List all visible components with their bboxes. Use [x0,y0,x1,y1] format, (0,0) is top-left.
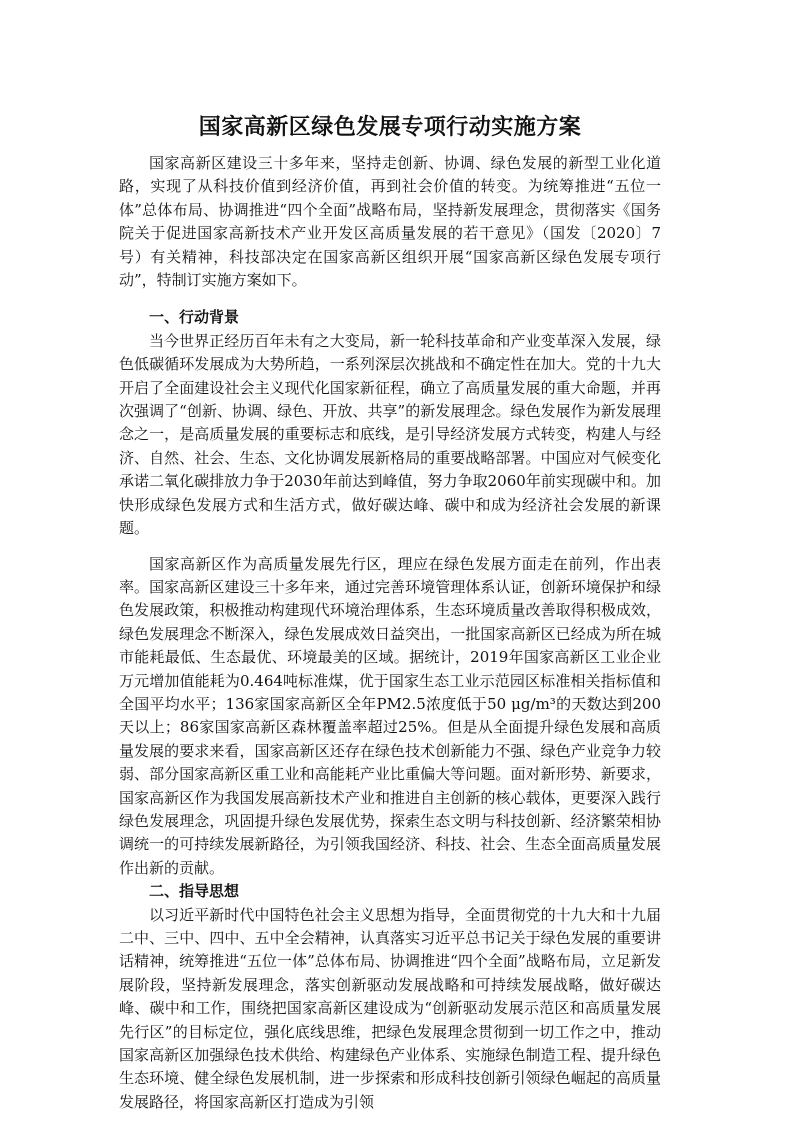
intro-paragraph: 国家高新区建设三十多年来，坚持走创新、协调、绿色发展的新型工业化道路，实现了从科技价值到经济价值，再到社会价值的转变。为统筹推进“五位一体”总体布局、协调推进“四个全面”战略布局，坚持新发展理念，贯彻落实《国务院关于促进国家高新技术产业开发区高质量发展的若干意见》（国发〔2020〕7号）有关精神，科技部决定在国家高新区组织开展“国家高新区绿色发展专项行动”，特制订实施方案如下。 [119,154,661,290]
section-heading-background: 一、行动背景 [149,308,240,327]
background-paragraph-2: 国家高新区作为高质量发展先行区，理应在绿色发展方面走在前列，作出表率。国家高新区建设三十多年来，通过完善环境管理体系认证，创新环境保护和绿色发展政策，积极推动构建现代环境治理体系，生态环境质量改善取得积极成效，绿色发展理念不断深入，绿色发展成效日益突出，一批国家高新区已经成为所在城市能耗最低、生态最优、环境最美的区域。据统计，2019年国家高新区工业企业万元增加值能耗为0.464吨标准煤，优于国家生态工业示范园区标准相关指标值和全国平均水平；136家国家高新区全年PM2.5浓度低于50 μg/m³的天数达到200天以上；86家国家高新区森林覆盖率超过25%。但是从全面提升绿色发展和高质量发展的要求来看，国家高新区还存在绿色技术创新能力不强、绿色产业竞争力较弱、部分国家高新区重工业和高能耗产业比重偏大等问题。面对新形势、新要求，国家高新区作为我国发展高新技术产业和推进自主创新的核心载体，更要深入践行绿色发展理念，巩固提升绿色发展优势，探索生态文明与科技创新、经济繁荣相协调统一的可持续发展新路径，为引领我国经济、科技、社会、生态全面高质量发展作出新的贡献。 [119,554,661,877]
section-heading-guiding-ideology: 二、指导思想 [149,882,240,901]
document-body [119,112,661,1114]
background-paragraph-1: 当今世界正经历百年未有之大变局，新一轮科技革命和产业变革深入发展，绿色低碳循环发展成为大势所趋，一系列深层次挑战和不确定性在加大。党的十九大开启了全面建设社会主义现代化国家新征程，确立了高质量发展的重大命题，并再次强调了“创新、协调、绿色、开放、共享”的新发展理念。绿色发展作为新发展理念之一，是高质量发展的重要标志和底线，是引导经济发展方式转变，构建人与经济、自然、社会、生态、文化协调发展新格局的重要战略部署。中国应对气候变化承诺二氧化碳排放力争于2030年前达到峰值，努力争取2060年前实现碳中和。加快形成绿色发展方式和生活方式，做好碳达峰、碳中和成为经济社会发展的新课题。 [119,331,661,538]
guiding-ideology-paragraph: 以习近平新时代中国特色社会主义思想为指导，全面贯彻党的十九大和十九届二中、三中、四中、五中全会精神，认真落实习近平总书记关于绿色发展的重要讲话精神，统筹推进“五位一体”总体布局、协调推进“四个全面”战略布局，立足新发展阶段，坚持新发展理念，落实创新驱动发展战略和可持续发展战略，做好碳达峰、碳中和工作，围绕把国家高新区建设成为“创新驱动发展示范区和高质量发展先行区”的目标定位，强化底线思维，把绿色发展理念贯彻到一切工作之中，推动国家高新区加强绿色技术供给、构建绿色产业体系、实施绿色制造工程、提升绿色生态环境、健全绿色发展机制，进一步探索和形成科技创新引领绿色崛起的高质量发展路径，将国家高新区打造成为引领 [119,905,661,1111]
document-title: 国家高新区绿色发展专项行动实施方案 [198,114,582,140]
